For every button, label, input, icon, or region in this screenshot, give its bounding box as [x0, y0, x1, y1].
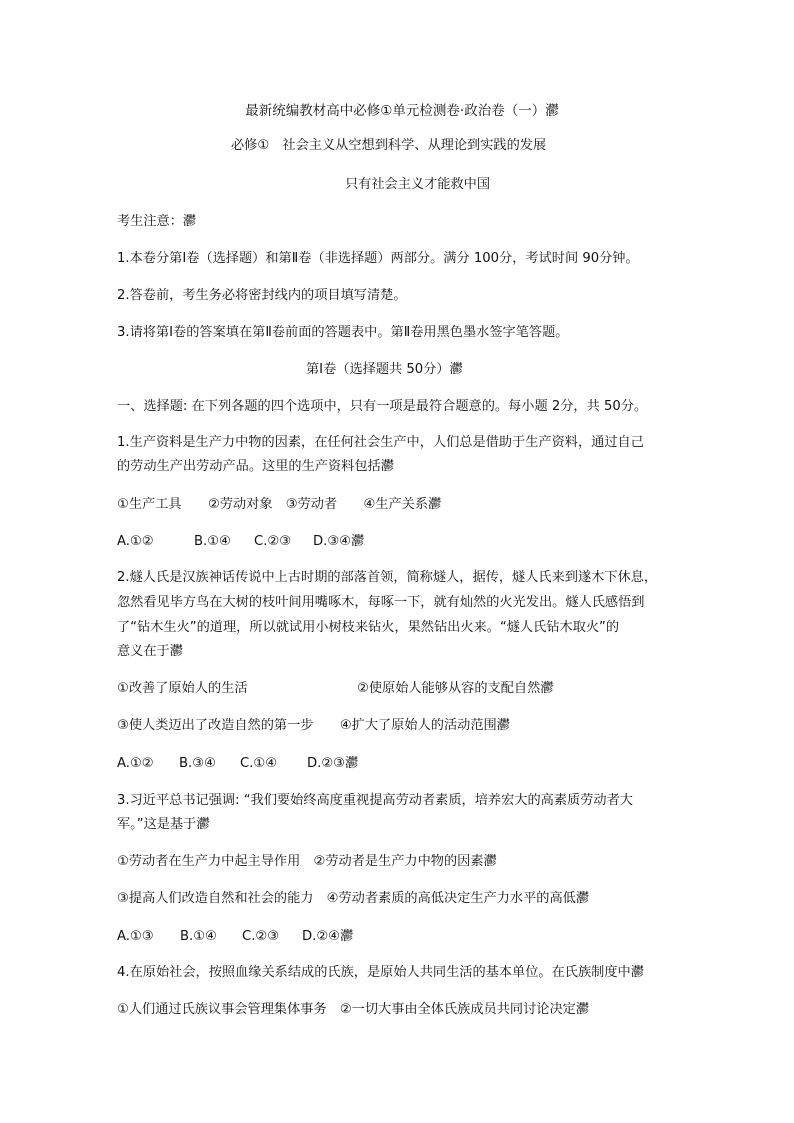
q1-option-d: D.③④灪	[313, 534, 365, 549]
q3-stem-line-1: 3.习近平总书记强调: “我们要始终高度重视提高劳动者素质，培养宏大的高素质劳动者大	[117, 793, 633, 808]
notice-heading: 考生注意：灪	[117, 214, 197, 229]
q3-option-b: B.①④	[180, 929, 217, 944]
q1-statements: ①生产工具 ②劳动对象 ③劳动者 ④生产关系灪	[117, 497, 442, 512]
q4-statements-row-1: ①人们通过氏族议事会管理集体事务 ②一切大事由全体氏族成员共同讨论决定灪	[117, 1002, 590, 1017]
q3-statements-row-2: ③提高人们改造自然和社会的能力 ④劳动者素质的高低决定生产力水平的高低灪	[117, 891, 590, 906]
q2-option-c: C.①④	[240, 756, 278, 771]
q3-option-c: C.②③	[242, 929, 280, 944]
q2-statement-1: ①改善了原始人的生活	[117, 681, 248, 696]
notice-item-2: 2.答卷前，考生务必将密封线内的项目填写清楚。	[117, 288, 407, 303]
q2-stem-line-4: 意义在于灪	[117, 644, 183, 659]
q1-stem-line-1: 1.生产资料是生产力中物的因素，在任何社会生产中，人们总是借助于生产资料，通过自己	[117, 435, 644, 450]
q3-statements-row-1: ①劳动者在生产力中起主导作用 ②劳动者是生产力中物的因素灪	[117, 854, 497, 869]
q1-stem-line-2: 的劳动生产出劳动产品。这里的生产资料包括灪	[117, 459, 394, 474]
q3-option-a: A.①③	[117, 929, 154, 944]
notice-item-3: 3.请将第Ⅰ卷的答案填在第Ⅱ卷前面的答题表中。第Ⅱ卷用黑色墨水签字笔答题。	[117, 325, 569, 340]
unit-title: 只有社会主义才能救中国	[345, 177, 491, 192]
q2-statement-2: ②使原始人能够从容的支配自然灪	[357, 681, 554, 696]
doc-subtitle: 必修① 社会主义从空想到科学、从理论到实践的发展	[231, 138, 547, 153]
q1-option-b: B.①④	[194, 534, 231, 549]
notice-item-1: 1.本卷分第Ⅰ卷（选择题）和第Ⅱ卷（非选择题）两部分。满分 100分，考试时间 90分钟。	[117, 251, 639, 266]
section-title: 第Ⅰ卷（选择题共 50分）灪	[306, 362, 463, 377]
doc-title: 最新统编教材高中必修①单元检测卷·政治卷（一）灪	[245, 103, 559, 119]
section-instruction: 一、选择题: 在下列各题的四个选项中，只有一项是最符合题意的。每小题 2分，共 50分。	[117, 399, 648, 414]
q2-stem-line-3: 了“钻木生火”的道理，所以就试用小树枝来钻火，果然钻出火来。“燧人氏钻木取火”的	[117, 620, 620, 635]
q3-stem-line-2: 军。”这是基于灪	[117, 817, 210, 832]
q3-answers	[117, 928, 687, 946]
q2-stem-line-1: 2.燧人氏是汉族神话传说中上古时期的部落首领，简称燧人，据传，燧人氏来到遂木下休息，	[117, 570, 658, 585]
q2-option-a: A.①②	[117, 756, 154, 771]
q3-option-d: D.②④灪	[302, 929, 354, 944]
q2-stem-line-2: 忽然看见毕方鸟在大树的枝叶间用嘴啄木，每啄一下，就有灿然的火光发出。燧人氏感悟到	[117, 595, 645, 610]
q2-answers	[117, 755, 687, 773]
q4-stem-line-1: 4.在原始社会，按照血缘关系结成的氏族，是原始人共同生活的基本单位。在氏族制度中灪	[117, 965, 644, 980]
q1-option-c: C.②③	[254, 534, 292, 549]
q1-answers	[117, 533, 687, 551]
q2-option-b: B.③④	[179, 756, 216, 771]
q2-statements-row-1	[117, 680, 687, 698]
q2-option-d: D.②③灪	[307, 756, 359, 771]
q1-option-a: A.①②	[117, 534, 154, 549]
q2-statements-row-2: ③使人类迈出了改造自然的第一步 ④扩大了原始人的活动范围灪	[117, 718, 510, 733]
